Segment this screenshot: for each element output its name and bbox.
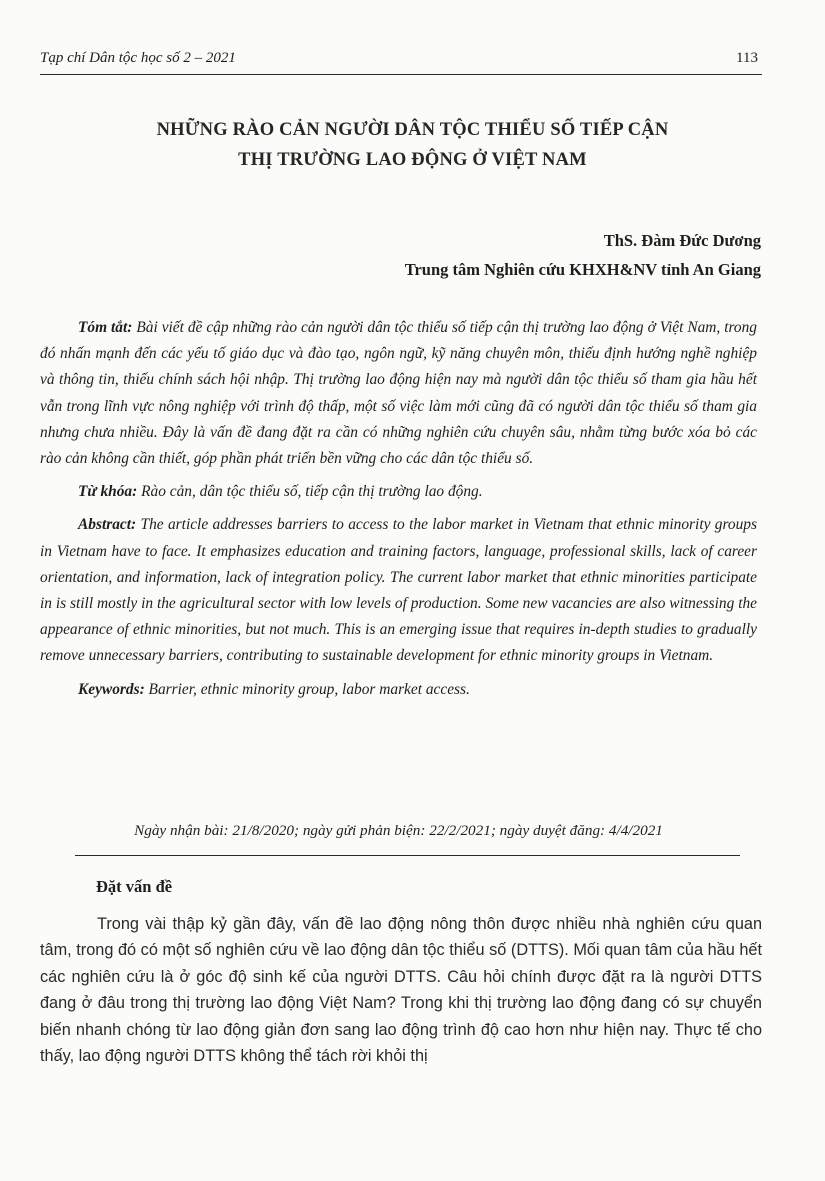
keywords-en-label: Keywords: xyxy=(78,680,145,698)
title-line-1: NHỮNG RÀO CẢN NGƯỜI DÂN TỘC THIỂU SỐ TIẾP CẬN xyxy=(156,120,669,140)
abstract-en-text: The article addresses barriers to access to the labor market in Vietnam that ethnic minority groups in Vietnam have to face. It emphasizes education and training factors, language, professional skills, lack of career orientation, and information, lack of integration policy. The current labor market that ethnic minorities participate in is still mostly in the agricultural sector with low levels of production. Some new vacancies are also witnessing the appearance of ethnic minorities, but not much. This is an emerging issue that requires in-depth studies to gradually remove unnecessary barriers, contributing to sustainable development for ethnic minority groups in Vietnam. xyxy=(40,516,757,665)
author-name: ThS. Đàm Đức Dương xyxy=(603,231,761,250)
keywords-vi-label: Từ khóa: xyxy=(78,483,138,501)
author-block xyxy=(405,226,761,284)
abstract-en-paragraph xyxy=(40,512,757,669)
title-line-2: THỊ TRƯỜNG LAO ĐỘNG Ở VIỆT NAM xyxy=(238,150,587,170)
divider xyxy=(75,855,740,856)
author-affiliation: Trung tâm Nghiên cứu KHXH&NV tỉnh An Giang xyxy=(404,260,761,279)
journal-name: Tạp chí Dân tộc học số 2 – 2021 xyxy=(40,50,236,66)
keywords-en-text: Barrier, ethnic minority group, labor market access. xyxy=(144,680,470,698)
running-header xyxy=(40,50,762,75)
received-dates: Ngày nhận bài: 21/8/2020; ngày gửi phản biện: 22/2/2021; ngày duyệt đăng: 4/4/2021 xyxy=(134,822,663,839)
section-heading: Đặt vấn đề xyxy=(96,877,173,896)
summary-text: Bài viết đề cập những rào cản người dân tộc thiểu số tiếp cận thị trường lao động ở Việt Nam, trong đó nhấn mạnh đến các yếu tố giáo dục và đào tạo, ngôn ngữ, kỹ năng chuyên môn, thiếu định hướng nghề nghiệp và thông tin, thiếu chính sách hội nhập. Thị trường lao động hiện nay mà người dân tộc thiểu số tham gia hầu hết vẫn trong lĩnh vực nông nghiệp với trình độ thấp, một số việc làm mới cũng đã có người dân tộc thiểu số tham gia nhưng chưa nhiều. Đây là vấn đề đang đặt ra cần có những nghiên cứu chuyên sâu, nhằm từng bước xóa bỏ các rào cản không cần thiết, góp phần phát triển bền vững cho các dân tộc thiểu số. xyxy=(40,319,757,468)
keywords-en-paragraph xyxy=(40,677,757,703)
abstract-section xyxy=(40,315,757,703)
keywords-vi-text: Rào cản, dân tộc thiểu số, tiếp cận thị trường lao động. xyxy=(137,483,483,501)
summary-paragraph xyxy=(40,315,757,472)
page-number: 113 xyxy=(736,50,758,66)
summary-label: Tóm tắt: xyxy=(78,319,133,336)
abstract-en-label: Abstract: xyxy=(78,516,137,534)
keywords-vi-paragraph xyxy=(40,479,757,505)
article-title xyxy=(60,115,765,175)
body-paragraph: Trong vài thập kỷ gần đây, vấn đề lao động nông thôn được nhiều nhà nghiên cứu quan tâm, trong đó có một số nghiên cứu về lao động dân tộc thiểu số (DTTS). Mối quan tâm của hầu hết các nghiên cứu là ở góc độ sinh kế của người DTTS. Câu hỏi chính được đặt ra là người DTTS đang ở đâu trong thị trường lao động Việt Nam? Trong khi thị trường lao động đang có sự chuyển biến nhanh chóng từ lao động giản đơn sang lao động trình độ cao hơn như hiện nay. Thực tế cho thấy, lao động người DTTS không thể tách rời khỏi thị xyxy=(40,915,762,1066)
